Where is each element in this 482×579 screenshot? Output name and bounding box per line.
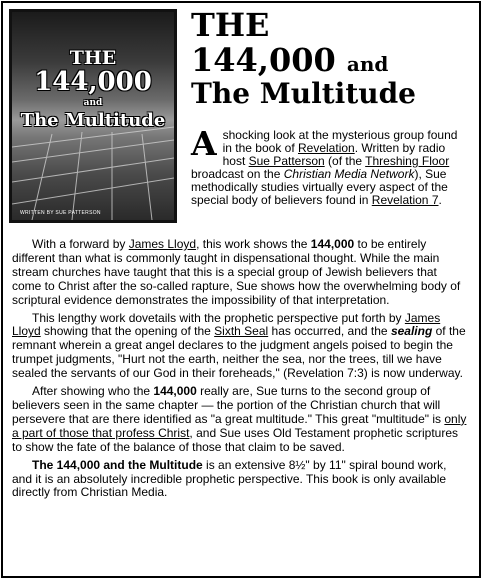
link-sixth-seal[interactable]: Sixth Seal xyxy=(214,324,269,339)
body-text xyxy=(12,238,468,504)
link-part-of-profess-christ[interactable]: only a part of those that profess Christ xyxy=(12,411,467,440)
drop-cap: A xyxy=(191,124,217,163)
page-title xyxy=(191,6,471,110)
link-sue-patterson[interactable]: Sue Patterson xyxy=(248,154,325,168)
paragraph-4: The 144,000 and the Multitude is an extensive 8½" by 11" spiral bound work, and it is an absolutely incredible prophetic perspective. This book is only available directly from Christian Media. xyxy=(12,457,447,500)
title-line-3: The Multitude xyxy=(191,77,416,110)
cover-title-144000: 144,000 xyxy=(34,67,152,97)
link-revelation[interactable]: Revelation xyxy=(298,141,355,155)
link-revelation-7[interactable]: Revelation 7 xyxy=(371,193,439,207)
lead-paragraph: A shocking look at the mysterious group found in the book of Revelation. Written by radio host Sue Patterson (of the Threshing Floor broadcast on the Christian Media Network), Sue methodically studies virtually every aspect of the special body of believers found in Revelation 7. xyxy=(191,124,458,207)
cover-title-multitude: The Multitude xyxy=(20,110,166,131)
book-cover-image xyxy=(9,9,177,223)
cover-title-and: and xyxy=(83,98,103,108)
network-name: Christian Media Network xyxy=(283,167,415,181)
title-line-2: 144,000 and xyxy=(191,41,389,79)
link-james-lloyd[interactable]: James Lloyd xyxy=(128,237,197,251)
paragraph-1: With a forward by James Lloyd, this work shows the 144,000 to be entirely different than what is commonly taught in dispensational thought. While the main stream churches have taught that this is a special group of Jewish believers that come to Christ after the so-called rapture, Sue shows how the overwhelming body of scriptural evidence demonstrates the impossibility of that interpretation. xyxy=(12,237,461,307)
link-james-lloyd-2[interactable]: James Lloyd xyxy=(12,310,441,339)
cover-title-the: THE xyxy=(69,47,117,69)
paragraph-2: This lengthy work dovetails with the prophetic perspective put forth by James Lloyd showing that the opening of the Sixth Seal has occurred, and the sealing of the remnant wherein a great angel declares to the judgment angels poised to begin the trumpet judgments, "Hurt not the earth, neither the sea, nor the trees, till we have sealed the servants of our God in their foreheads," (Revelation 7:3) is now underway. xyxy=(12,310,466,381)
title-line-1: THE xyxy=(191,6,270,44)
link-threshing-floor[interactable]: Threshing Floor xyxy=(365,154,450,168)
title-and: and xyxy=(346,52,389,76)
paragraph-3: After showing who the 144,000 really are, Sue turns to the second group of believers seen in the same chapter — the portion of the Christian church that will persevere that are there identified as "a great multitude." This great "multitude" is only a part of those that profess Christ, and Sue uses Old Testament prophetic scriptures to show the fate of the balance of those that claim to be saved. xyxy=(12,384,467,454)
cover-author: WRITTEN BY SUE PATTERSON xyxy=(20,210,101,216)
